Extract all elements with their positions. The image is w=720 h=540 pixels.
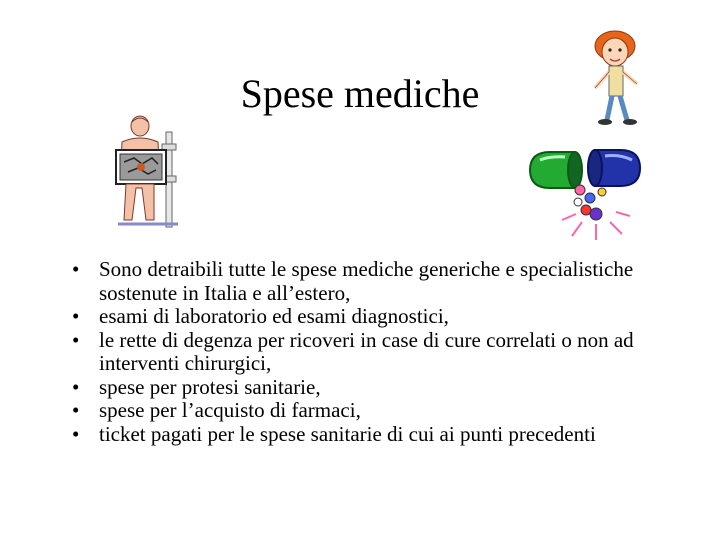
bullet-dot: • [72,374,80,399]
bullet-text: spese per l’acquisto di farmaci, [99,398,361,422]
list-item [72,329,682,376]
list-item [72,376,682,400]
list-item [72,305,682,329]
list-item [72,423,682,447]
capsules-clipart [520,140,650,250]
bullet-text: spese per protesi sanitarie, [99,374,321,399]
bullet-dot: • [72,257,80,281]
bullet-dot: • [72,398,80,422]
bullet-text: ticket pagati per le spese sanitarie di cui ai punti precedenti [99,421,596,446]
cartoon-woman-clipart [585,28,649,128]
bullet-dot: • [72,327,80,352]
list-item [72,258,682,305]
xray-patient-clipart [108,112,188,232]
bullet-text: le rette di degenza per ricoveri in case di cure correlati o non ad interventi chirurgici, [99,327,634,375]
slide-title: Spese mediche [240,71,480,116]
bullet-text: esami di laboratorio ed esami diagnostici, [99,304,449,328]
bullet-list [72,258,682,446]
list-item [72,399,682,423]
bullet-dot: • [72,304,80,328]
bullet-dot: • [72,421,80,446]
bullet-text: Sono detraibili tutte le spese mediche generiche e specialistiche sostenute in Italia e all’estero, [99,257,634,305]
